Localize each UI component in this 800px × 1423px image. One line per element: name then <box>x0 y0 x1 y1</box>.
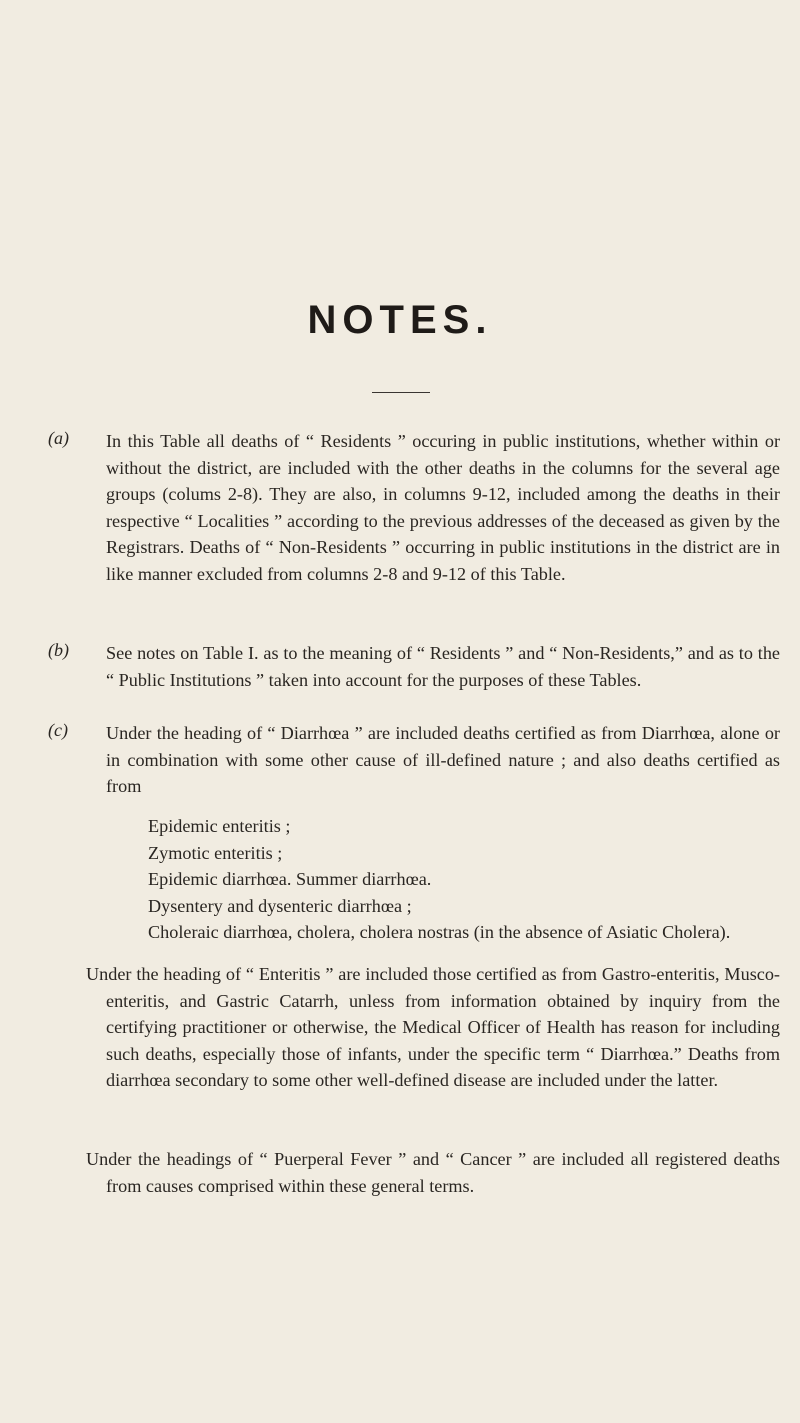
note-c-text: Under the heading of “ Diarrhœa ” are included deaths certified as from Diarrhœa, alone or in combination with some other cause of ill-defined nature ; and also deaths certified as from <box>106 723 780 796</box>
list-item: Choleraic diarrhœa, cholera, cholera nostras (in the absence of Asiatic Cholera). <box>148 922 731 942</box>
title-divider <box>372 392 430 393</box>
note-b-text: See notes on Table I. as to the meaning of “ Residents ” and “ Non-Residents,” and as to the “ Public Institutions ” taken into account for the purposes of these Tables. <box>106 643 780 690</box>
diarrhoea-list <box>148 813 780 946</box>
note-a-label: (a) <box>48 428 69 448</box>
note-a-text: In this Table all deaths of “ Residents ” occuring in public institutions, whether within or without the district, are included with the other deaths in the columns for the several age groups (colums 2-8). They are also, in columns 9-12, included among the deaths in their respective “ Localities ” according to the previous addresses of the deceased as given by the Registrars. Deaths of “ Non-Residents ” occurring in public institutions in the district are in like manner excluded from columns 2-8 and 9-12 of this Table. <box>106 431 780 584</box>
list-item: Epidemic diarrhœa. Summer diarrhœa. <box>148 869 432 889</box>
note-c-label: (c) <box>48 720 68 740</box>
page-title: NOTES. <box>307 298 493 342</box>
list-item: Dysentery and dysenteric diarrhœa ; <box>148 895 412 916</box>
note-b-label: (b) <box>48 640 69 660</box>
puerperal-cancer-paragraph: Under the headings of “ Puerperal Fever ” and “ Cancer ” are included all registered deaths from causes comprised within these general terms. <box>86 1149 780 1196</box>
list-item: Epidemic enteritis ; <box>148 816 291 836</box>
list-item: Zymotic enteritis ; <box>148 842 283 863</box>
enteritis-paragraph: Under the heading of “ Enteritis ” are included those certified as from Gastro-enteritis, Musco-enteritis, and Gastric Catarrh, unless from information obtained by inquiry from the certifying practitioner or otherwise, the Medical Officer of Health has reason for including such deaths, especially those of infants, under the specific term “ Diarrhœa.” Deaths from diarrhœa secondary to some other well-defined disease are included under the latter. <box>86 964 780 1090</box>
